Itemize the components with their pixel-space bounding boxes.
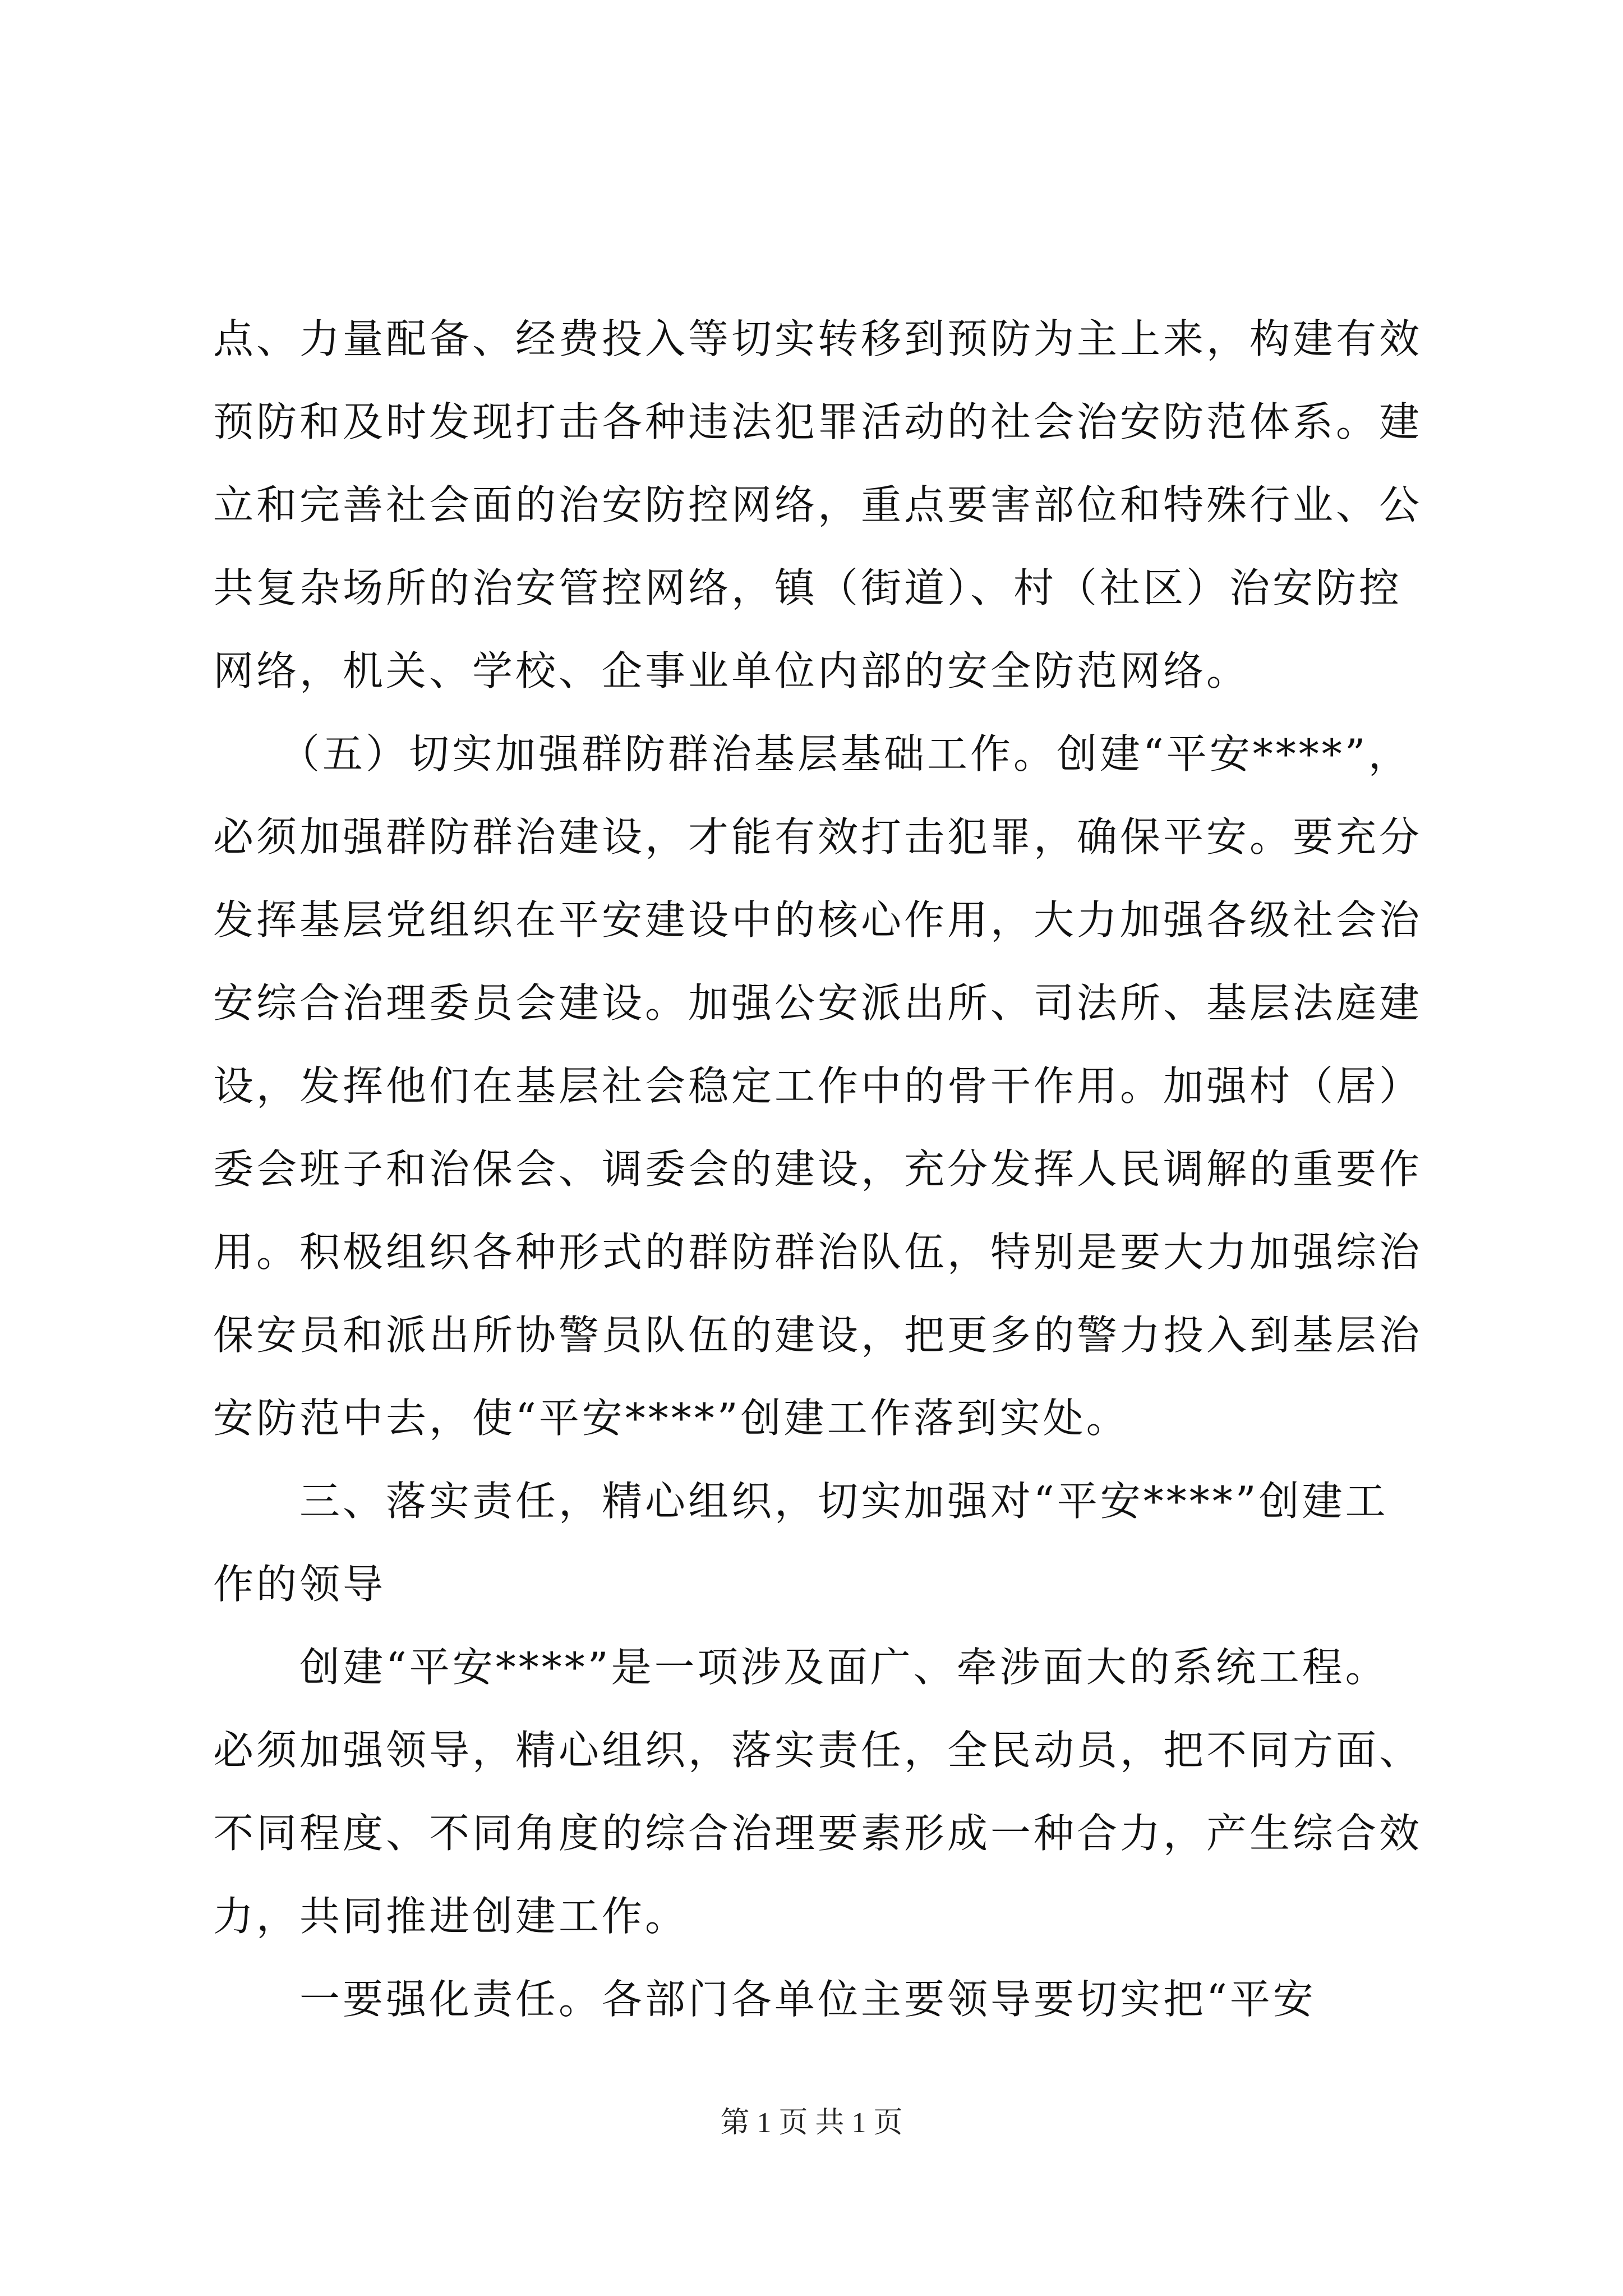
text-line: 安综合治理委员会建设。加强公安派出所、司法所、基层法庭建 bbox=[213, 979, 1423, 1027]
text-line: 必须加强群防群治建设，才能有效打击犯罪，确保平安。要充分 bbox=[213, 813, 1423, 861]
text-line: 设，发挥他们在基层社会稳定工作中的骨干作用。加强村（居） bbox=[213, 1062, 1423, 1110]
text-line: 一要强化责任。各部门各单位主要领导要切实把“平安 bbox=[213, 1976, 1316, 2023]
text-line: 预防和及时发现打击各种违法犯罪活动的社会治安防范体系。建 bbox=[213, 398, 1423, 445]
text-line: 创建“平安****”是一项涉及面广、牵涉面大的系统工程。 bbox=[213, 1644, 1389, 1691]
text-line: 力，共同推进创建工作。 bbox=[213, 1893, 689, 1940]
section-heading-line: 作的领导 bbox=[213, 1561, 386, 1608]
text-line: 发挥基层党组织在平安建设中的核心作用，大力加强各级社会治 bbox=[213, 896, 1423, 944]
text-line: 安防范中去，使“平安****”创建工作落到实处。 bbox=[213, 1395, 1129, 1442]
text-line: 不同程度、不同角度的综合治理要素形成一种合力，产生综合效 bbox=[213, 1810, 1423, 1857]
text-line: 共复杂场所的治安管控网络，镇（街道）、村（社区）治安防控 bbox=[213, 564, 1403, 611]
text-line: 网络，机关、学校、企事业单位内部的安全防范网络。 bbox=[213, 647, 1250, 694]
text-line: （五）切实加强群防群治基层基础工作。创建“平安****”， bbox=[213, 730, 1412, 777]
text-line: 必须加强领导，精心组织，落实责任，全民动员，把不同方面、 bbox=[213, 1727, 1423, 1774]
text-line: 用。积极组织各种形式的群防群治队伍，特别是要大力加强综治 bbox=[213, 1228, 1423, 1276]
document-body bbox=[213, 297, 1430, 2041]
text-line: 委会班子和治保会、调委会的建设，充分发挥人民调解的重要作 bbox=[213, 1145, 1423, 1193]
text-line: 立和完善社会面的治安防控网络，重点要害部位和特殊行业、公 bbox=[213, 481, 1423, 528]
section-heading-line: 三、落实责任，精心组织，切实加强对“平安****”创建工 bbox=[213, 1478, 1389, 1525]
text-line: 点、力量配备、经费投入等切实转移到预防为主上来，构建有效 bbox=[213, 315, 1423, 362]
page-footer: 第 1 页 共 1 页 bbox=[720, 2107, 903, 2139]
text-line: 保安员和派出所协警员队伍的建设，把更多的警力投入到基层治 bbox=[213, 1312, 1423, 1359]
